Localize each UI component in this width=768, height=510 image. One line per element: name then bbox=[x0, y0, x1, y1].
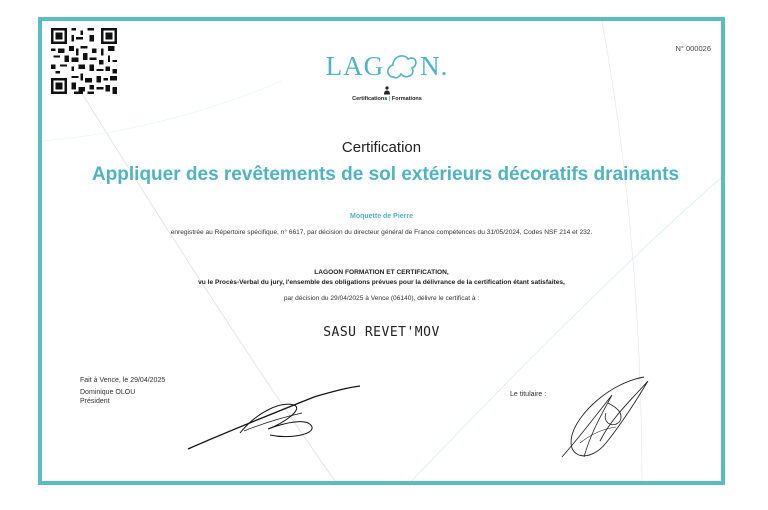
signer-role: Président bbox=[80, 398, 110, 405]
lagoon-logo bbox=[312, 46, 462, 102]
certification-title: Appliquer des revêtements de sol extérieurs décoratifs drainants bbox=[91, 164, 680, 185]
holder-signature bbox=[550, 373, 654, 467]
logo-wordmark bbox=[312, 46, 462, 86]
jury-statement: vu le Procès-Verbal du jury, l'ensemble des obligations prévues pour la délivrance de la certification étant satisfaites, bbox=[198, 279, 565, 286]
logo-wordmark-left: LAG bbox=[325, 51, 385, 81]
person-icon bbox=[383, 86, 391, 95]
logo-tagline-right: Formations bbox=[391, 96, 422, 102]
certificate-holder-name: SASU REVET'MOV bbox=[323, 325, 440, 340]
logo-loop-icon bbox=[384, 51, 420, 81]
certification-subtitle: Moquette de Pierre bbox=[349, 213, 413, 220]
issuer-block bbox=[80, 376, 165, 407]
place-date: Fait à Vence, le 29/04/2025 bbox=[80, 377, 166, 384]
registration-text: enregistrée au Répertoire spécifique, n° 6617, par décision du directeur général de France compétences du 31/05/2024, Codes NSF 214 et 232. bbox=[170, 229, 593, 236]
president-signature bbox=[184, 383, 364, 455]
logo-tagline-separator: | bbox=[388, 96, 391, 102]
certificate-number: N° 000026 bbox=[675, 44, 711, 53]
certificate-heading: Certification bbox=[341, 139, 422, 156]
qr-code-icon bbox=[51, 28, 117, 94]
signer-name: Dominique OLOU bbox=[80, 388, 136, 396]
issuing-organization: LAGOON FORMATION ET CERTIFICATION, bbox=[314, 269, 449, 276]
certificate-frame bbox=[38, 17, 725, 485]
decision-text: par décision du 29/04/2025 à Vence (06140), délivre le certificat à : bbox=[283, 295, 480, 302]
logo-tagline bbox=[312, 96, 462, 102]
logo-tagline-left: Certifications bbox=[352, 96, 388, 102]
holder-signature-label: Le titulaire : bbox=[510, 391, 547, 398]
logo-wordmark-right: N. bbox=[420, 51, 449, 81]
